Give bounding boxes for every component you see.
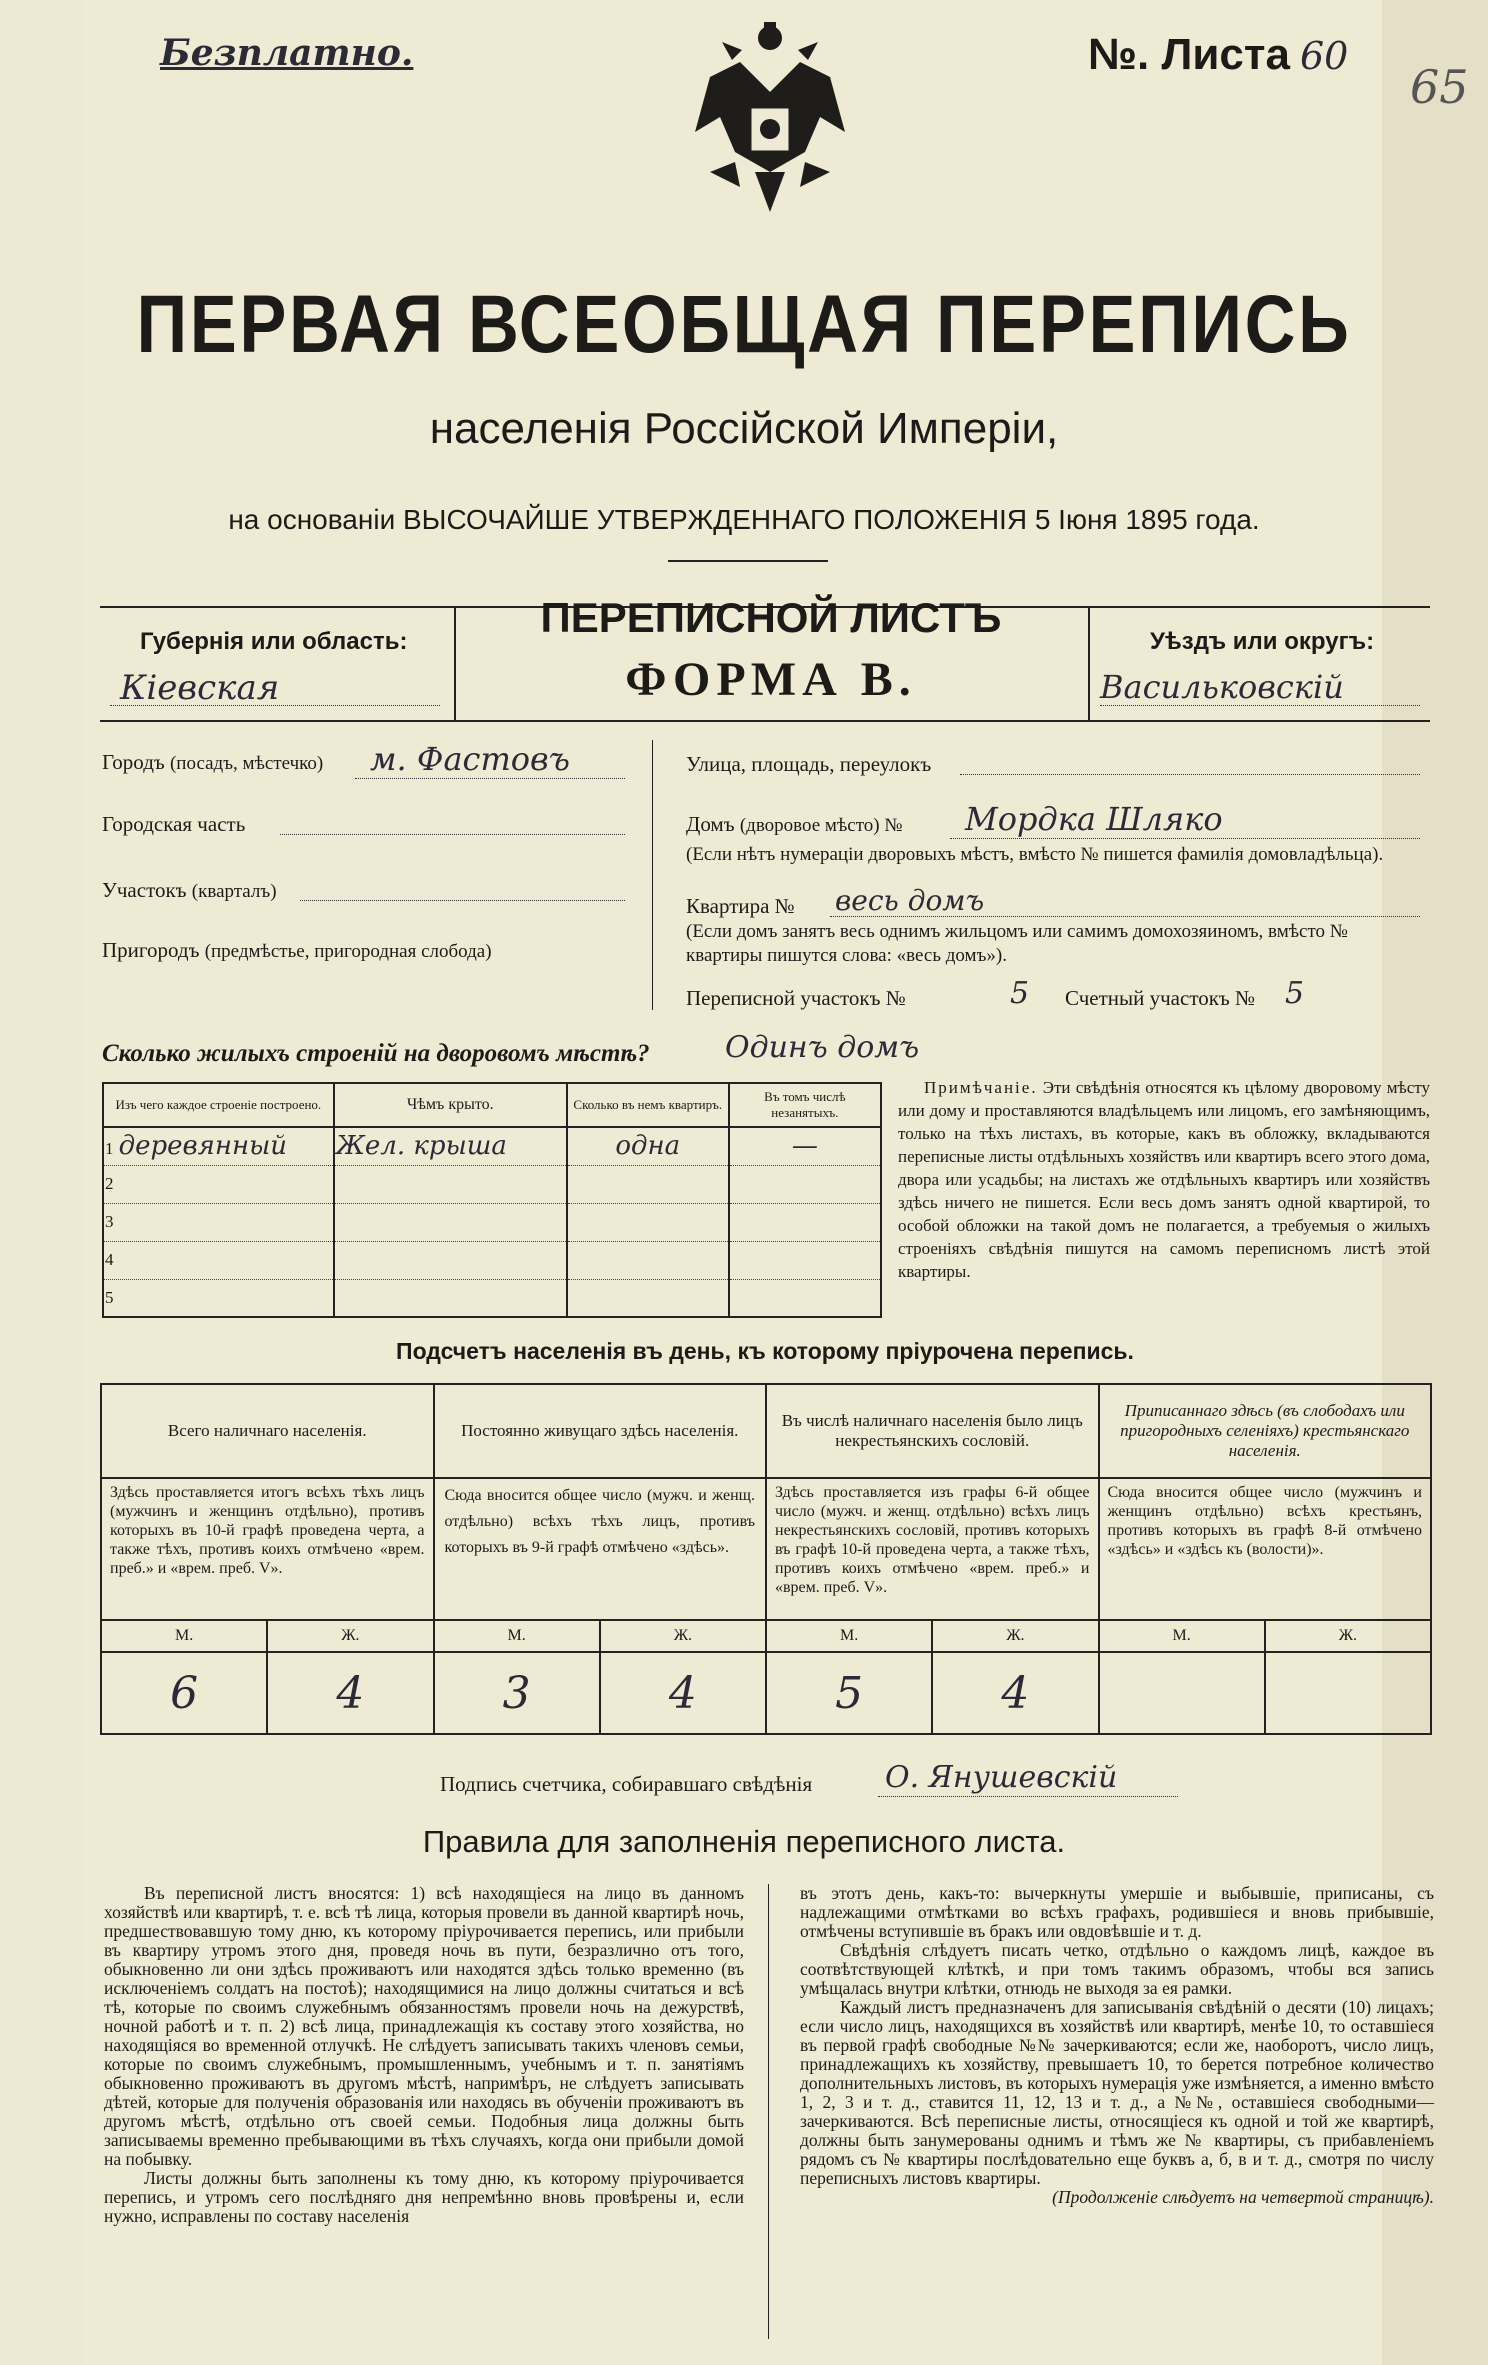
census-district-label: Переписной участокъ № xyxy=(686,986,906,1010)
row-roof: Жел. крыша xyxy=(334,1127,567,1165)
form-box-bottom-line xyxy=(100,720,1430,722)
col-apartments: Сколько въ немъ квартиръ. xyxy=(567,1083,729,1127)
nonpeasant-f-value: 4 xyxy=(932,1652,1098,1734)
census-district-value: 5 xyxy=(1010,976,1030,1011)
buildings-table xyxy=(102,1082,882,1318)
rules-continued: (Продолженіе слѣдуетъ на четвертой страницѣ). xyxy=(1052,2187,1434,2207)
row-number: 3 xyxy=(103,1203,334,1241)
rules-left-column xyxy=(104,1884,744,2226)
table-row xyxy=(103,1165,881,1203)
table-row xyxy=(103,1241,881,1279)
archive-number: 65 xyxy=(1410,60,1469,114)
note-title: Примѣчаніе. xyxy=(924,1078,1038,1097)
row-number: 5 xyxy=(103,1279,334,1317)
note-text: Эти свѣдѣнія относятся къ цѣлому дворовому мѣсту или дому и проставляются владѣльцемъ или лицомъ, его замѣняющимъ, только на тѣхъ листахъ, въ которые, какъ въ обложку, вкладываются переписные листы отдѣльныхъ хозяйствъ или квартиръ всего этого дома, двора или усадьбы; на листахъ же отдѣльныхъ квартиръ или хозяйствъ здѣсь ничего не пишется. Если весь домъ занятъ одной квартирой, то особой обложки на такой домъ не полагается, а требуемыя о жилыхъ строеніяхъ свѣдѣнія пишутся на самомъ переписномъ листѣ этой квартиры. xyxy=(898,1078,1430,1281)
city-part-line xyxy=(280,834,625,835)
section-note: (кварталъ) xyxy=(191,881,277,902)
city-line xyxy=(355,778,625,779)
apartment-hint: (Если домъ занятъ весь однимъ жильцомъ или самимъ домохозяиномъ, вмѣсто № квартиры пишутся слова: «весь домъ»). xyxy=(686,921,1348,966)
rules-left-paragraph-1: Въ переписной листъ вносятся: 1) всѣ находящіеся на лицо въ данномъ хозяйствѣ или квартирѣ, т. е. всѣ тѣ лица, которыя провели въ данной квартирѣ ночь, предшествовавшую тому дню, къ которому пріурочивается перепись, или прибыли въ квартиру утромъ этого дня, проведя ночь въ пути, безразлично отъ того, обыкновенно ли они здѣсь проживаютъ или находятся здѣсь только временно (въ исключеніемъ солдатъ на постоѣ); находящимися на лицо должны считаться и всѣ тѣ, которые по своимъ служебнымъ обязанностямъ провели ночь на дежурствѣ, ночной работѣ и т. п. 2) всѣ лица, принадлежащія къ составу этого хозяйства, но находящіяся во временной отлучкѣ. Не слѣдуетъ записывать такихъ членовъ семьи, которые по своимъ служебнымъ, промышленнымъ, учебнымъ и т. п. занятіямъ обыкновенно проживаютъ въ другомъ мѣстѣ, напримѣръ, не слѣдуетъ записывать дѣтей, которые для полученія образованія или находясь въ обученіи проживаютъ въ другомъ мѣстѣ, отдѣльно отъ своей семьи. Подобныя лица должны быть записываемы временно пребывающими въ тѣхъ случаяхъ, когда они прибыли домой на побывку. xyxy=(104,1883,744,2169)
row-vacant: — xyxy=(729,1127,881,1165)
street-label: Улица, площадь, переулокъ xyxy=(686,752,932,776)
col-permanent-title: Постоянно живущаго здѣсь населенія. xyxy=(434,1384,767,1478)
col-peasant-title: Приписаннаго здѣсь (въ слободахъ или пригородныхъ селеніяхъ) крестьянскаго населенія. xyxy=(1099,1384,1432,1478)
col-permanent-desc: Сюда вносится общее число (мужч. и женщ. отдѣльно) всѣхъ тѣхъ лицъ, противъ которыхъ въ 9-й графѣ отмѣчено «здѣсь». xyxy=(434,1478,767,1620)
rules-column-divider xyxy=(768,1884,769,2339)
row-number: 2 xyxy=(103,1165,334,1203)
peasant-f-label: Ж. xyxy=(1265,1620,1431,1652)
nonpeasant-m-value: 5 xyxy=(766,1652,932,1734)
city-part-label: Городская часть xyxy=(102,812,246,836)
permanent-m-label: М. xyxy=(434,1620,600,1652)
rules-right-paragraph-3: Каждый листъ предназначенъ для записыванія свѣдѣній о десяти (10) лицахъ; если число лицъ, находящихся въ хозяйствѣ или квартирѣ, менѣе 10, то оставшіеся въ первой графѣ свободные №№ зачеркиваются; если же, наоборотъ, число лицъ, принадлежащихъ къ хозяйству, превышаетъ 10, то берется потребное количество дополнительныхъ листовъ, въ которыхъ нумерація уже измѣняется, а именно вмѣсто 1, 2, 3 и т. д., ставится 11, 12, 13 и т. д., а №№, оставшіеся свободными—зачеркиваются. Всѣ переписные листы, относящіеся къ одной и той же квартирѣ, должны быть занумерованы однимъ и тѣмъ же № квартиры, съ прибавленіемъ рядомъ съ № квартиры послѣдовательно еще буквъ а, б, в и т. д., смотря по числу переписныхъ листовъ квартиры. xyxy=(800,1997,1434,2188)
district-line xyxy=(1100,705,1420,706)
total-m-value: 6 xyxy=(101,1652,267,1734)
permanent-f-label: Ж. xyxy=(600,1620,766,1652)
nonpeasant-m-label: М. xyxy=(766,1620,932,1652)
suburb-row xyxy=(102,938,492,963)
col-total-title: Всего наличнаго населенія. xyxy=(101,1384,434,1478)
rules-title: Правила для заполненія переписного листа. xyxy=(422,1824,1066,1859)
col-nonpeasant-desc: Здѣсь проставляется изъ графы 6-й общее число (мужч. и женщ. отдѣльно) всѣхъ лицъ некрестьянскихъ сословій, противъ которыхъ въ графѣ 10-й проведена черта, а также тѣхъ, противъ коихъ отмѣчено «врем. преб.» и «врем. преб. V». xyxy=(766,1478,1099,1620)
free-label: Безплатно. xyxy=(160,32,414,74)
col-total-desc: Здѣсь проставляется итогъ всѣхъ тѣхъ лицъ (мужчинъ и женщинъ отдѣльно), противъ которыхъ въ 10-й графѣ проведена черта, а также тѣхъ, противъ коихъ отмѣчено «врем. преб.» и «врем. преб. V». xyxy=(101,1478,434,1620)
street-line xyxy=(960,774,1420,775)
row-number: 4 xyxy=(103,1241,334,1279)
counting-district-value: 5 xyxy=(1285,976,1305,1011)
section-label: Участокъ xyxy=(102,878,187,902)
rules-left-paragraph-2: Листы должны быть заполнены къ тому дню, къ которому пріурочивается перепись, и утромъ сего послѣдняго дня непремѣнно вновь провѣрены и, если нужно, исправлены по составу населенія xyxy=(104,2168,744,2226)
total-f-value: 4 xyxy=(267,1652,433,1734)
form-box-divider-right xyxy=(1088,606,1090,722)
district-value: Васильковскій xyxy=(1100,668,1344,706)
total-m-label: М. xyxy=(101,1620,267,1652)
province-label: Губернія или область: xyxy=(140,628,408,655)
sheet-number-value: 60 xyxy=(1300,34,1349,78)
buildings-question: Сколько жилыхъ строеній на дворовомъ мѣстѣ? xyxy=(102,1040,650,1067)
city-note: (посадъ, мѣстечко) xyxy=(169,753,324,774)
double-headed-eagle-emblem xyxy=(670,22,870,222)
peasant-m-value xyxy=(1099,1652,1265,1734)
sheet-number-label: №. Листа xyxy=(1088,30,1290,79)
nonpeasant-f-label: Ж. xyxy=(932,1620,1098,1652)
basis-line: на основаніи ВЫСОЧАЙШЕ УТВЕРЖДЕННАГО ПОЛОЖЕНІЯ 5 Іюня 1895 года. xyxy=(228,504,1260,535)
counting-district-label: Счетный участокъ № xyxy=(1065,986,1256,1010)
row-material: деревянный xyxy=(118,1131,288,1162)
peasant-f-value xyxy=(1265,1652,1431,1734)
population-heading: Подсчетъ населенія въ день, къ которому пріурочена перепись. xyxy=(396,1338,1134,1364)
apartment-label: Квартира № xyxy=(686,894,795,918)
population-table xyxy=(100,1383,1432,1735)
table-row xyxy=(103,1203,881,1241)
house-row xyxy=(686,812,902,837)
permanent-f-value: 4 xyxy=(600,1652,766,1734)
suburb-note: (предмѣстье, пригородная слобода) xyxy=(204,941,492,962)
city-label: Городъ xyxy=(102,750,165,774)
signature-label: Подпись счетчика, собиравшаго свѣдѣнія xyxy=(440,1772,813,1796)
peasant-m-label: М. xyxy=(1099,1620,1265,1652)
section-line xyxy=(300,900,625,901)
house-line xyxy=(950,838,1420,839)
divider xyxy=(668,560,828,562)
subtitle: населенія Россійской Имперіи, xyxy=(429,404,1059,453)
col-vacant: Въ томъ числѣ незанятыхъ. xyxy=(729,1083,881,1127)
sheet-title: ПЕРЕПИСНОЙ ЛИСТЪ xyxy=(540,594,1002,641)
city-row xyxy=(102,750,323,775)
province-line xyxy=(110,705,440,706)
section-row xyxy=(102,878,277,903)
table-row xyxy=(103,1127,881,1165)
house-label: Домъ xyxy=(686,812,735,836)
suburb-label: Пригородъ xyxy=(102,938,200,962)
province-value: Кіевская xyxy=(120,668,280,708)
signature-value: О. Янушевскій xyxy=(885,1760,1118,1795)
house-note: (дворовое мѣсто) № xyxy=(739,815,903,836)
rules-right-paragraph-2: Свѣдѣнія слѣдуетъ писать четко, отдѣльно о каждомъ лицѣ, каждое въ соотвѣтствующей клѣткѣ, и при томъ такимъ образомъ, чтобы вся запись умѣщалась внутри клѣтки, отнюдь не выходя за ея рамки. xyxy=(800,1940,1434,1998)
apartment-value: весь домъ xyxy=(835,884,985,917)
row-number: 1 xyxy=(105,1139,114,1159)
rules-right-column xyxy=(800,1884,1434,2207)
rules-right-paragraph-1: въ этотъ день, какъ-то: вычеркнуты умершіе и выбывшіе, приписаны, съ надлежащими отмѣтками во всѣхъ графахъ, родившіеся и вновь прибывшіе, отмѣчены вступившіе въ бракъ или овдовѣвшіе и т. д. xyxy=(800,1883,1434,1941)
main-title: ПЕРВАЯ ВСЕОБЩАЯ ПЕРЕПИСЬ xyxy=(136,279,1352,370)
total-f-label: Ж. xyxy=(267,1620,433,1652)
house-value: Мордка Шляко xyxy=(965,800,1223,838)
col-nonpeasant-title: Въ числѣ наличнаго населенія было лицъ некрестьянскихъ сословій. xyxy=(766,1384,1099,1478)
permanent-m-value: 3 xyxy=(434,1652,600,1734)
col-material: Изъ чего каждое строеніе построено. xyxy=(103,1083,334,1127)
apartment-line xyxy=(830,916,1420,917)
city-value: м. Фастовъ xyxy=(370,740,570,778)
signature-line xyxy=(878,1796,1178,1797)
district-label: Уѣздъ или округъ: xyxy=(1150,628,1375,655)
table-row xyxy=(103,1279,881,1317)
row-apartments: одна xyxy=(567,1127,729,1165)
col-peasant-desc: Сюда вносится общее число (мужчинъ и женщинъ отдѣльно) всѣхъ крестьянъ, противъ которыхъ въ графѣ 8-й отмѣчено «здѣсь» и «здѣсь къ (волости)». xyxy=(1099,1478,1432,1620)
house-hint: (Если нѣтъ нумераціи дворовыхъ мѣстъ, вмѣсто № пишется фамилія домовладѣльца). xyxy=(686,844,1384,865)
buildings-answer: Одинъ домъ xyxy=(725,1030,920,1065)
form-title: ФОРМА В. xyxy=(625,653,917,706)
col-roof: Чѣмъ крыто. xyxy=(334,1083,567,1127)
address-divider xyxy=(652,740,653,1010)
buildings-note xyxy=(898,1076,1430,1283)
